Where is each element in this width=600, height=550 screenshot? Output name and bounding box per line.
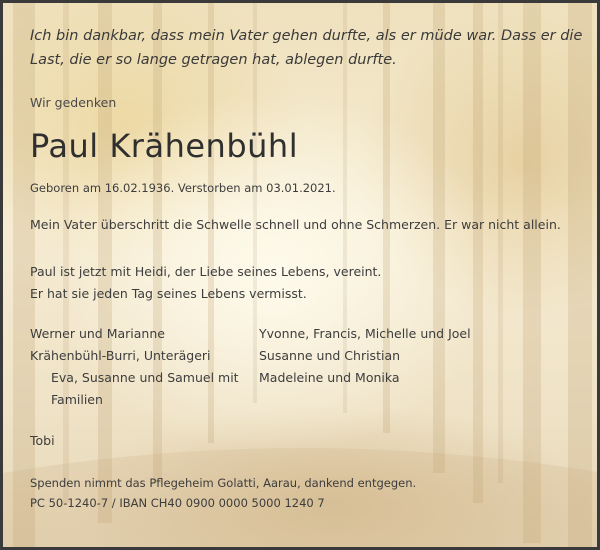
mourner-entry: Susanne und Christian [259, 348, 401, 363]
paragraph-1: Mein Vater überschritt die Schwelle schnell und ohne Schmerzen. Er war nicht allein. [30, 217, 561, 232]
extra-mourner: Tobi [30, 433, 55, 448]
intro-text: Wir gedenken [30, 95, 117, 110]
quote-line: Ich bin dankbar, dass mein Vater gehen durfte, als er müde war. Dass er die [30, 28, 583, 44]
paragraph-2 [30, 261, 381, 305]
mourner-entry: Familien [51, 392, 103, 407]
donation-note [30, 473, 416, 513]
life-dates: Geboren am 16.02.1936. Verstorben am 03.01.2021. [30, 181, 336, 195]
mourner-entry: Krähenbühl-Burri, Unterägeri [30, 348, 211, 363]
paragraph-line: Paul ist jetzt mit Heidi, der Liebe seines Lebens, vereint. [30, 264, 382, 279]
donation-account: PC 50-1240-7 / IBAN CH40 0900 0000 5000 1240 7 [30, 496, 325, 510]
mourner-entry: Eva, Susanne und Samuel mit [51, 370, 239, 385]
mourners-left-column [30, 323, 245, 411]
donation-line: Spenden nimmt das Pflegeheim Golatti, Aarau, dankend entgegen. [30, 476, 417, 490]
mourner-entry: Werner und Marianne [30, 326, 165, 341]
mourner-entry: Madeleine und Monika [259, 370, 400, 385]
mourner-entry: Yvonne, Francis, Michelle und Joel [259, 326, 471, 341]
quote-line: Last, die er so lange getragen hat, ablegen durfte. [30, 52, 397, 68]
mourners-right-column [259, 323, 579, 389]
paragraph-line: Er hat sie jeden Tag seines Lebens vermisst. [30, 286, 307, 301]
deceased-name: Paul Krähenbühl [30, 127, 299, 165]
quote-text [30, 24, 583, 72]
